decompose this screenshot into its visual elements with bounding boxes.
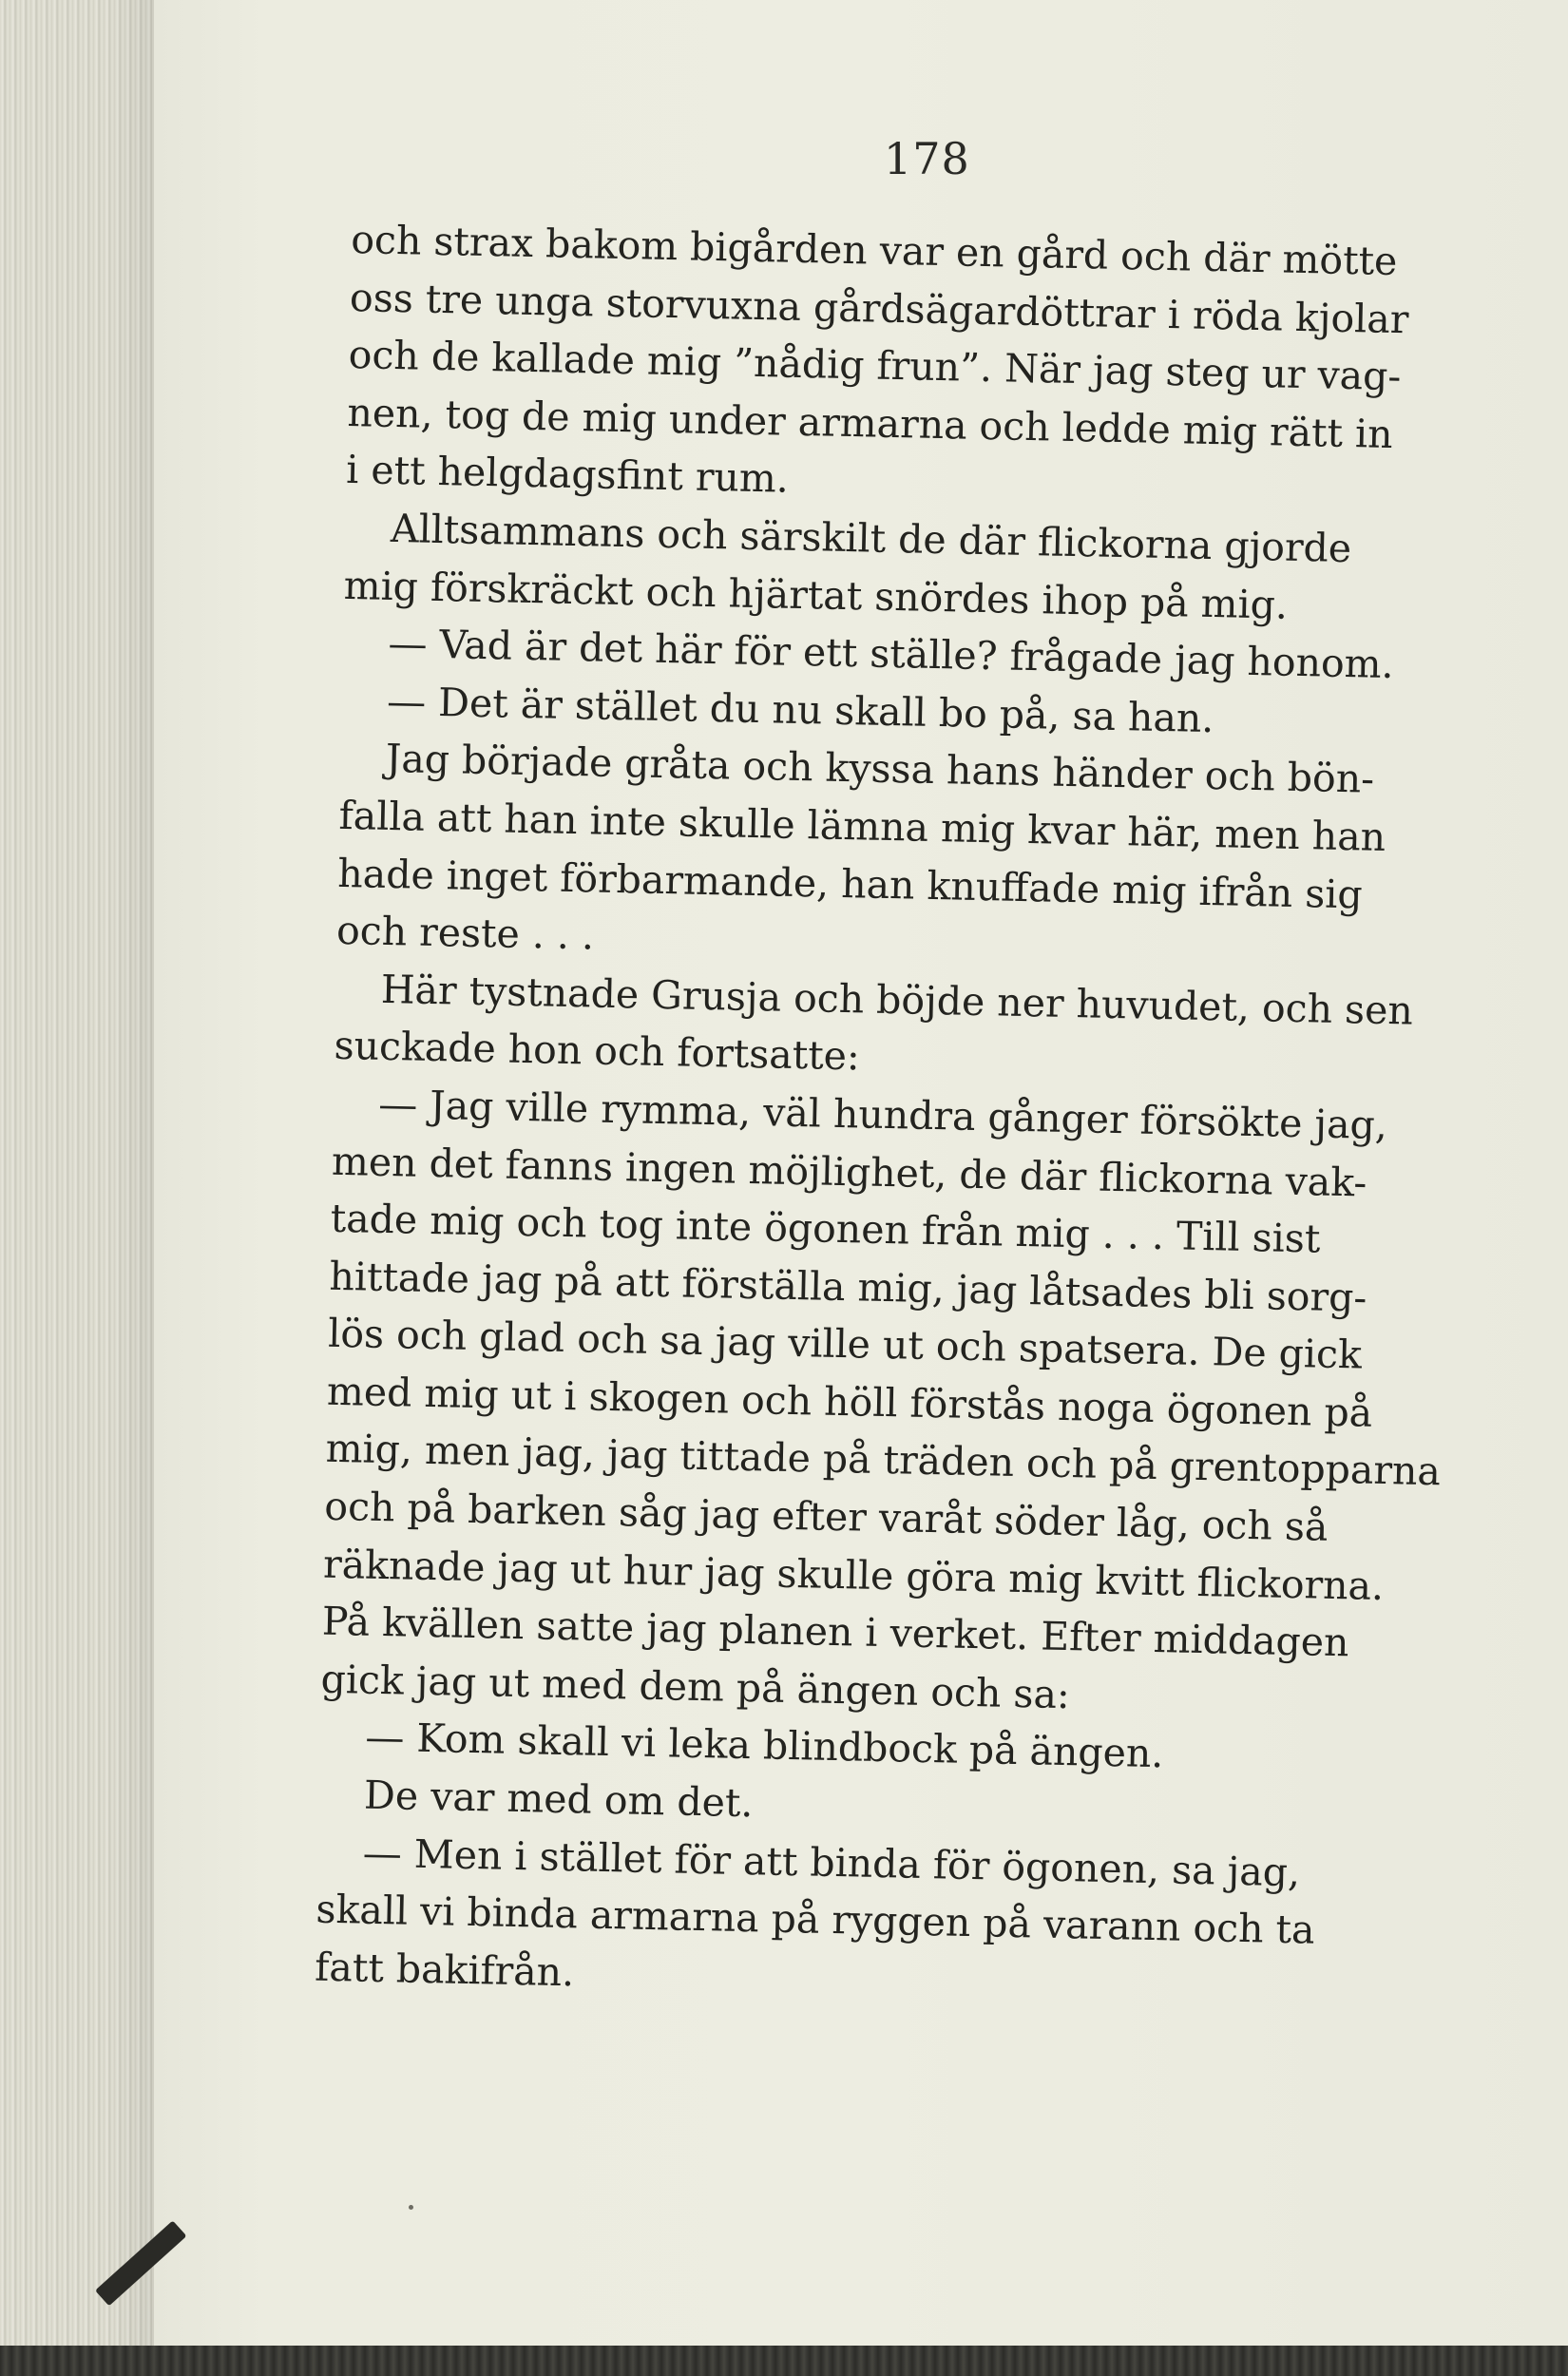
book-bottom-edge (0, 2346, 1568, 2376)
text-line: tade mig och tog inte ögonen från mig . . . Till sist (330, 1195, 1321, 1262)
text-line: Alltsammans och särskilt de där flickorna gjorde (390, 505, 1352, 572)
body-text (315, 211, 1444, 2019)
text-line: med mig ut i skogen och höll förstås noga ögonen på (326, 1368, 1373, 1436)
text-line: På kvällen satte jag planen i verket. Efter middagen (321, 1598, 1350, 1666)
text-line: nen, tog de mig under armarna och ledde mig rätt in (347, 389, 1394, 457)
text-line: Här tystnade Grusja och böjde ner huvudet, och sen (380, 966, 1414, 1034)
text-line: falla att han inte skulle lämna mig kvar här, men han (338, 792, 1386, 860)
text-line: — Men i stället för att binda för ögonen, sa jag, (362, 1830, 1301, 1895)
text-line: — Vad är det här för ett ställe? frågade jag honom. (387, 621, 1395, 688)
text-line: men det fanns ingen möjlighet, de där flickorna vak- (331, 1138, 1367, 1206)
text-line: De var med om det. (363, 1772, 754, 1827)
text-line: i ett helgdagsfint rum. (345, 447, 790, 503)
text-line: mig, men jag, jag tittade på träden och på grentopparna (325, 1426, 1442, 1495)
text-line: — Kom skall vi leka blindbock på ängen. (364, 1715, 1164, 1777)
page-number: 178 (884, 133, 970, 184)
page-stack-edges (0, 0, 166, 2347)
text-line: och de kallade mig ”nådig frun”. När jag steg ur vag- (348, 332, 1402, 400)
text-line: och på barken såg jag efter varåt söder låg, och så (323, 1483, 1329, 1550)
text-line: och strax bakom bigården var en gård och där mötte (350, 216, 1398, 285)
ink-speck (409, 2205, 413, 2210)
text-line: skall vi binda armarna på ryggen på varann och ta (316, 1886, 1315, 1953)
text-line: oss tre unga storvuxna gårdsägardöttrar i röda kjolar (349, 274, 1409, 342)
text-line: räknade jag ut hur jag skulle göra mig kvitt flickorna. (322, 1541, 1385, 1609)
text-line: och reste . . . (335, 907, 595, 959)
text-line: hittade jag på att förställa mig, jag låtsades bli sorg- (329, 1253, 1367, 1321)
text-line: Jag började gråta och kyssa hans händer och bön- (385, 736, 1375, 803)
text-line: — Jag ville rymma, väl hundra gånger försökte jag, (377, 1081, 1388, 1148)
text-line: gick jag ut med dem på ängen och sa: (320, 1656, 1071, 1718)
text-line: mig förskräckt och hjärtat snördes ihop på mig. (343, 562, 1289, 628)
text-line: lös och glad och sa jag ville ut och spatsera. De gick (327, 1311, 1363, 1378)
text-line: — Det är stället du nu skall bo på, sa han. (386, 678, 1214, 741)
text-line: suckade hon och fortsatte: (334, 1023, 861, 1080)
text-line: fatt bakifrån. (314, 1944, 575, 1996)
text-line: hade inget förbarmande, han knuffade mig ifrån sig (336, 850, 1364, 917)
